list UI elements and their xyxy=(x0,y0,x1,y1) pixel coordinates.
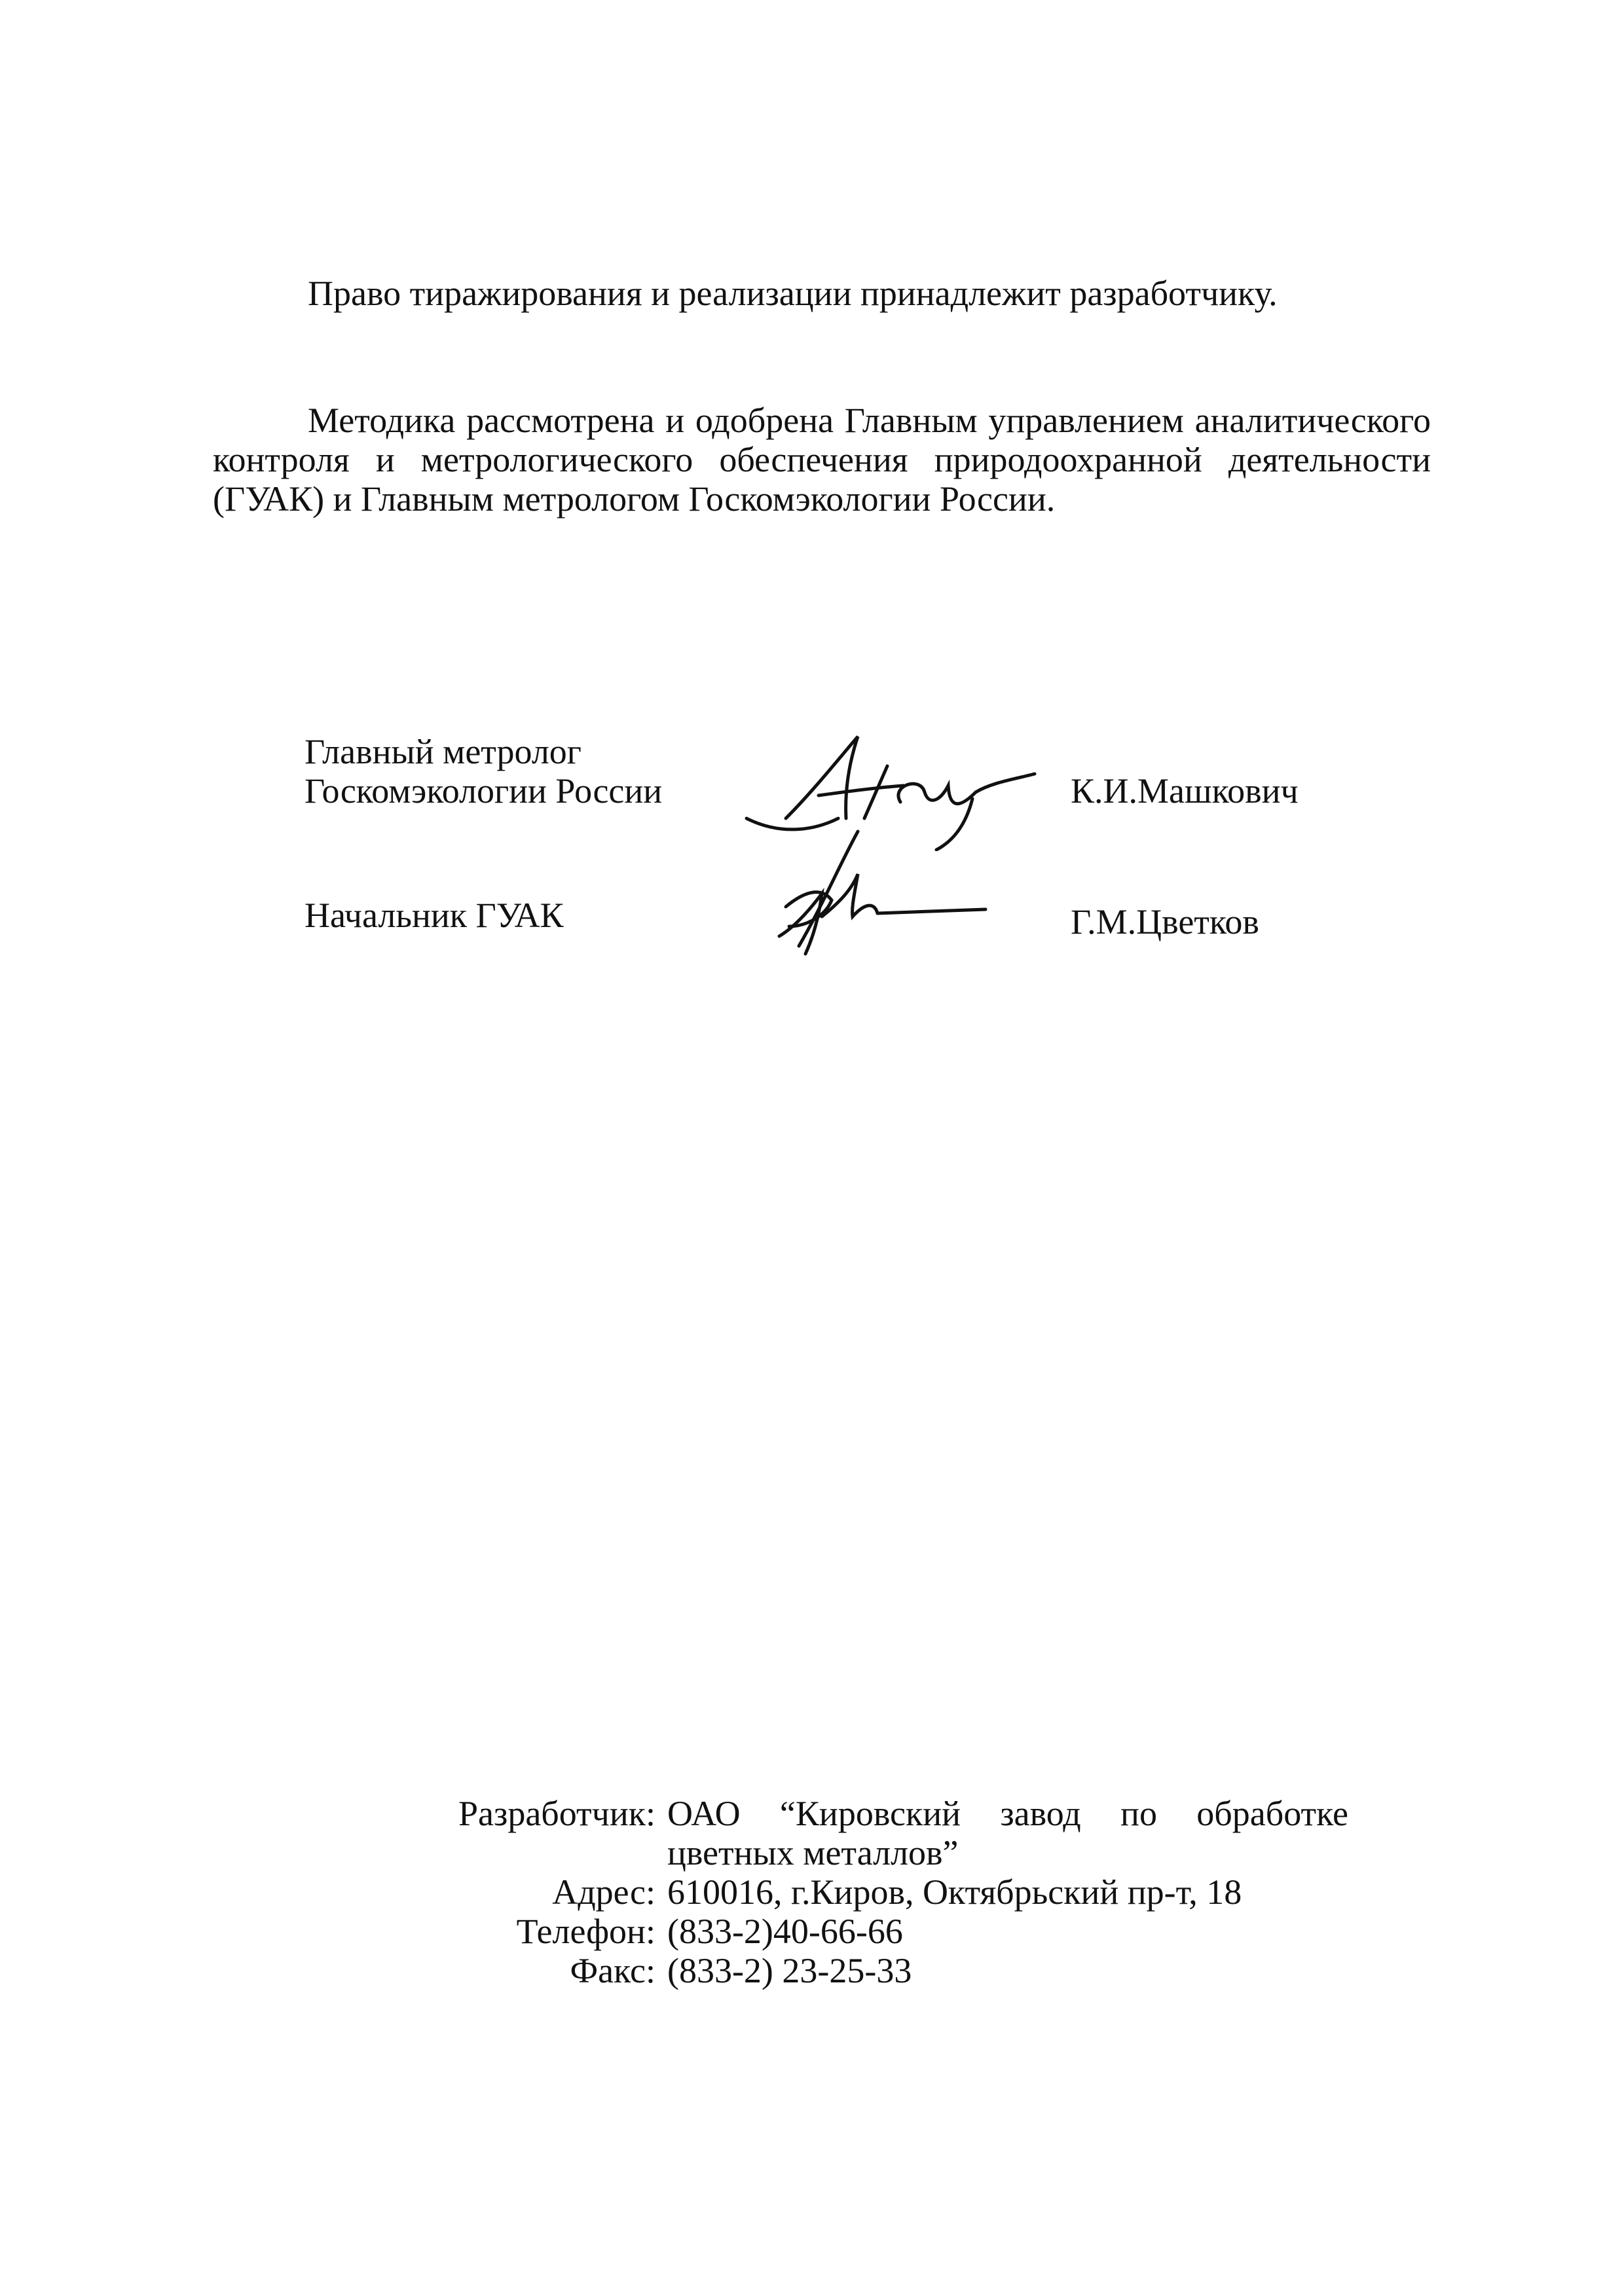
fax-label: Факс: xyxy=(570,1951,655,1990)
signatory-title-2: Начальник ГУАК xyxy=(304,896,564,935)
developer-row xyxy=(458,1794,1348,1872)
phone-label: Телефон: xyxy=(516,1912,655,1951)
copyright-notice: Право тиражирования и реализации принадлежит разработчику. xyxy=(308,274,1278,313)
phone-value: (833-2)40-66-66 xyxy=(667,1912,903,1951)
signatory-title-1-line-2: Госкомэкологии России xyxy=(304,771,663,811)
developer-info xyxy=(458,1794,1348,1990)
phone-row xyxy=(458,1912,1348,1951)
signatory-title-1 xyxy=(304,732,662,811)
developer-organization xyxy=(667,1794,1348,1872)
signature-2-image xyxy=(760,828,995,959)
fax-row xyxy=(458,1951,1348,1990)
address-label: Адрес: xyxy=(552,1872,655,1912)
signatory-name-1: К.И.Машкович xyxy=(1071,771,1299,811)
address-row xyxy=(458,1872,1348,1912)
approval-paragraph: Методика рассмотрена и одобрена Главным управлением аналитического контроля и метрологического обеспечения природоохранной деятельности (ГУАК) и Главным метрологом Госкомэкологии России. xyxy=(213,401,1431,519)
fax-value: (833-2) 23-25-33 xyxy=(667,1951,912,1990)
developer-organization-line-1: ОАО “Кировский завод по обработке xyxy=(667,1794,1348,1833)
signatory-title-1-line-1: Главный метролог xyxy=(304,732,581,771)
developer-label: Разработчик: xyxy=(458,1794,655,1833)
developer-organization-line-2: цветных металлов” xyxy=(667,1833,959,1872)
signatory-name-2: Г.М.Цветков xyxy=(1071,902,1259,941)
address-value: 610016, г.Киров, Октябрьский пр-т, 18 xyxy=(667,1872,1242,1912)
